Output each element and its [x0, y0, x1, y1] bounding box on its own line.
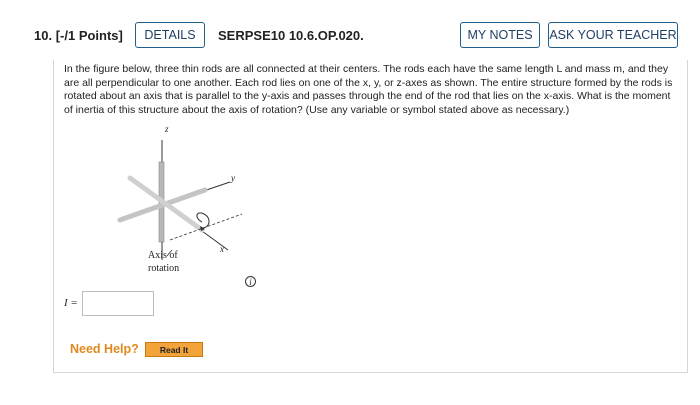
z-axis-label: z [165, 124, 169, 134]
rods-figure-drawing [110, 122, 260, 282]
details-button[interactable]: DETAILS [135, 22, 205, 48]
question-code: SERPSE10 10.6.OP.020. [218, 28, 364, 43]
info-icon[interactable]: i [245, 276, 256, 287]
my-notes-button[interactable]: MY NOTES [460, 22, 540, 48]
x-axis-label: x [220, 244, 224, 254]
axis-caption-line1: Axis of [148, 250, 178, 261]
ask-your-teacher-button[interactable]: ASK YOUR TEACHER [548, 22, 678, 48]
read-it-button[interactable]: Read It [145, 342, 203, 357]
x-rod [130, 178, 202, 230]
y-axis-label: y [231, 173, 235, 183]
answer-input[interactable] [82, 291, 154, 316]
answer-label: I = [64, 297, 78, 309]
question-points: [-/1 Points] [55, 28, 123, 43]
need-help-label: Need Help? [70, 342, 139, 356]
question-number: 10. [34, 28, 53, 43]
question-header [0, 0, 700, 60]
rods-figure [110, 122, 260, 282]
question-prompt: In the figure below, three thin rods are all connected at their centers. The rods each have the same length L and mass m, and they are all perpendicular to one another. Each rod lies on one of the x, y, or z-axes as shown. The entire structure formed by the rods is rotated about an axis that is parallel to the y-axis and passes through the end of the rod that lies on the x-axis. What is the moment of inertia of this structure about the axis of rotation? (Use any variable or symbol stated above as necessary.) [64, 63, 673, 116]
question-number-points [34, 28, 123, 43]
axis-caption-line2: rotation [148, 263, 180, 274]
